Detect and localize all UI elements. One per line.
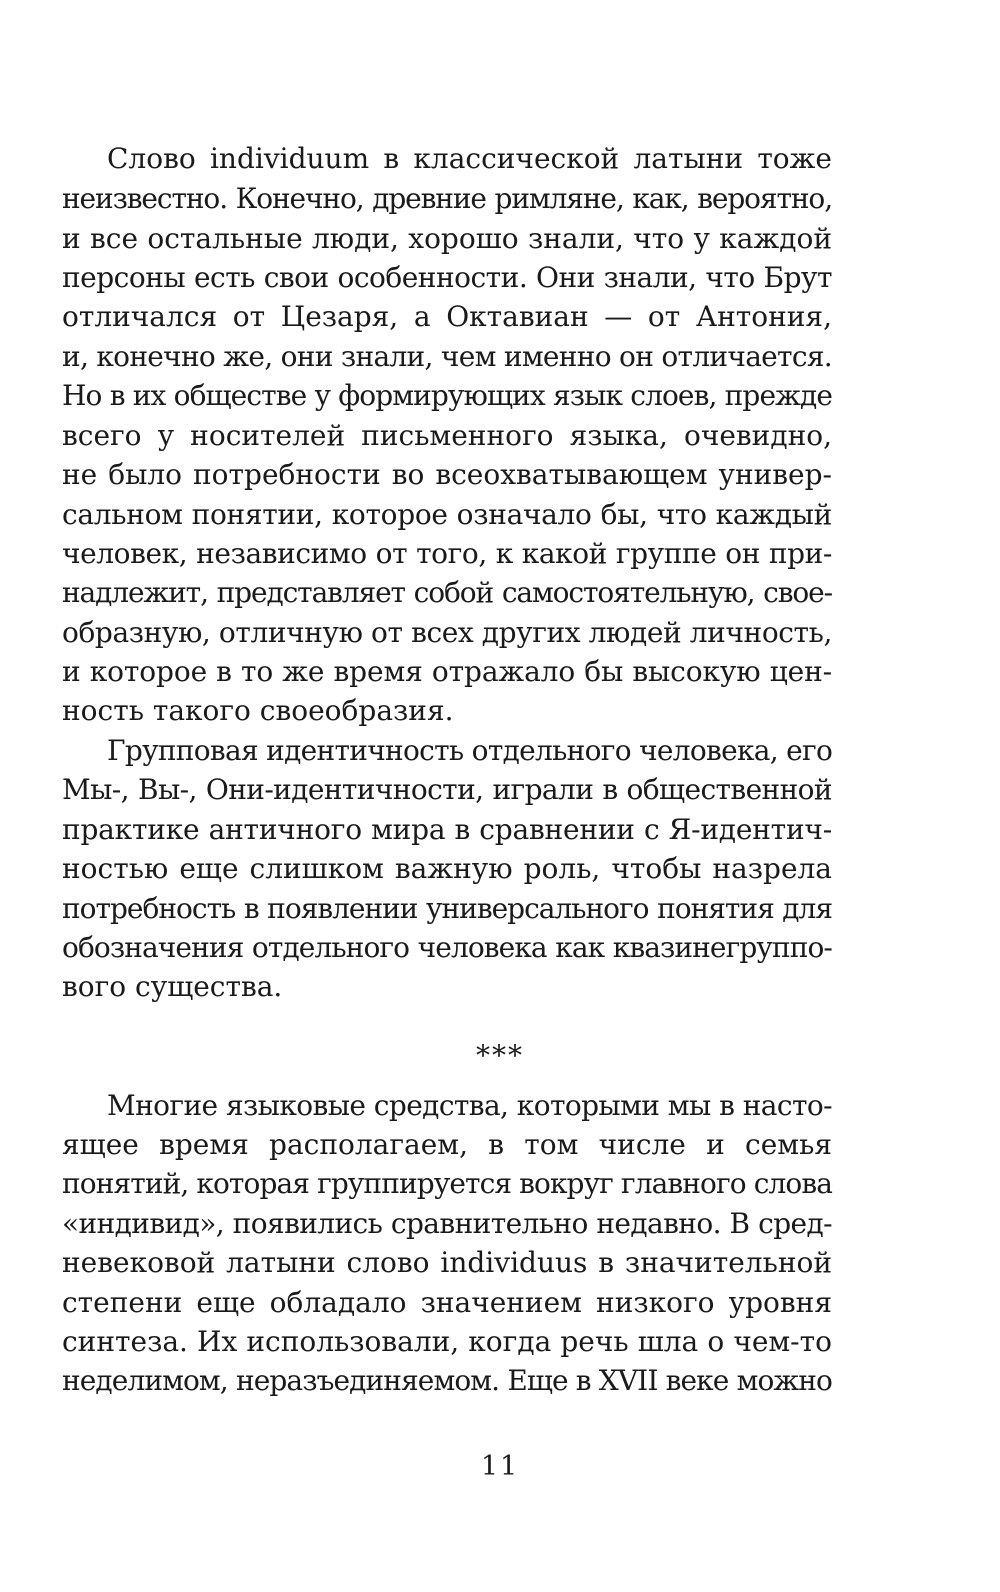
text-line: степени еще обладало значением низкого уровня	[62, 1286, 832, 1319]
text-line: образную, отличную от всех других людей личность,	[62, 616, 832, 649]
text-line: понятий, которая группируется вокруг главного слова	[62, 1167, 832, 1200]
text-line: и, конечно же, они знали, чем именно он отличается.	[62, 340, 832, 373]
text-line: ящее время располагаем, в том числе и семья	[62, 1128, 832, 1161]
text-line: практике античного мира в сравнении с Я-идентич-	[62, 813, 832, 846]
text-line: Слово individuum в классической латыни тоже	[107, 142, 832, 175]
text-line: и все остальные люди, хорошо знали, что у каждой	[62, 222, 832, 255]
page-number: 11	[480, 1451, 520, 1482]
text-line: надлежит, представляет собой самостоятельную, свое-	[62, 576, 832, 609]
text-line: персоны есть свои особенности. Они знали, что Брут	[62, 261, 832, 294]
text-line: потребность в появлении универсального понятия для	[62, 892, 832, 925]
text-line: вого существа.	[62, 970, 283, 1003]
text-line: ностью еще слишком важную роль, чтобы назрела	[62, 852, 832, 885]
text-line: отличался от Цезаря, а Октавиан — от Антония,	[62, 300, 832, 333]
text-line: всего у носителей письменного языка, очевидно,	[62, 419, 832, 452]
text-line: ность такого своеобразия.	[62, 694, 454, 727]
text-line: не было потребности во всеохватывающем универ-	[62, 458, 832, 491]
text-line: невековой латыни слово individuus в значительной	[62, 1246, 832, 1279]
text-line: Многие языковые средства, которыми мы в насто-	[107, 1089, 832, 1122]
text-line: синтеза. Их использовали, когда речь шла о чем-то	[62, 1325, 832, 1358]
section-separator: ***	[476, 1039, 524, 1072]
text-line: Мы-, Вы-, Они-идентичности, играли в общественной	[62, 773, 832, 806]
text-line: «индивид», появились сравнительно недавно. В сред-	[62, 1207, 832, 1240]
text-line: человек, независимо от того, к какой группе он при-	[62, 537, 832, 570]
text-line: неизвестно. Конечно, древние римляне, как, вероятно,	[62, 182, 832, 215]
text-line: Групповая идентичность отдельного человека, его	[107, 734, 833, 767]
text-line: и которое в то же время отражало бы высокую цен-	[62, 655, 832, 688]
text-line: сальном понятии, которое означало бы, что каждый	[62, 498, 832, 531]
text-line: неделимом, неразъединяемом. Еще в XVII веке можно	[62, 1364, 832, 1397]
text-line: Но в их обществе у формирующих язык слоев, прежде	[62, 379, 832, 412]
text-line: обозначения отдельного человека как квазинегруппо-	[62, 931, 832, 964]
